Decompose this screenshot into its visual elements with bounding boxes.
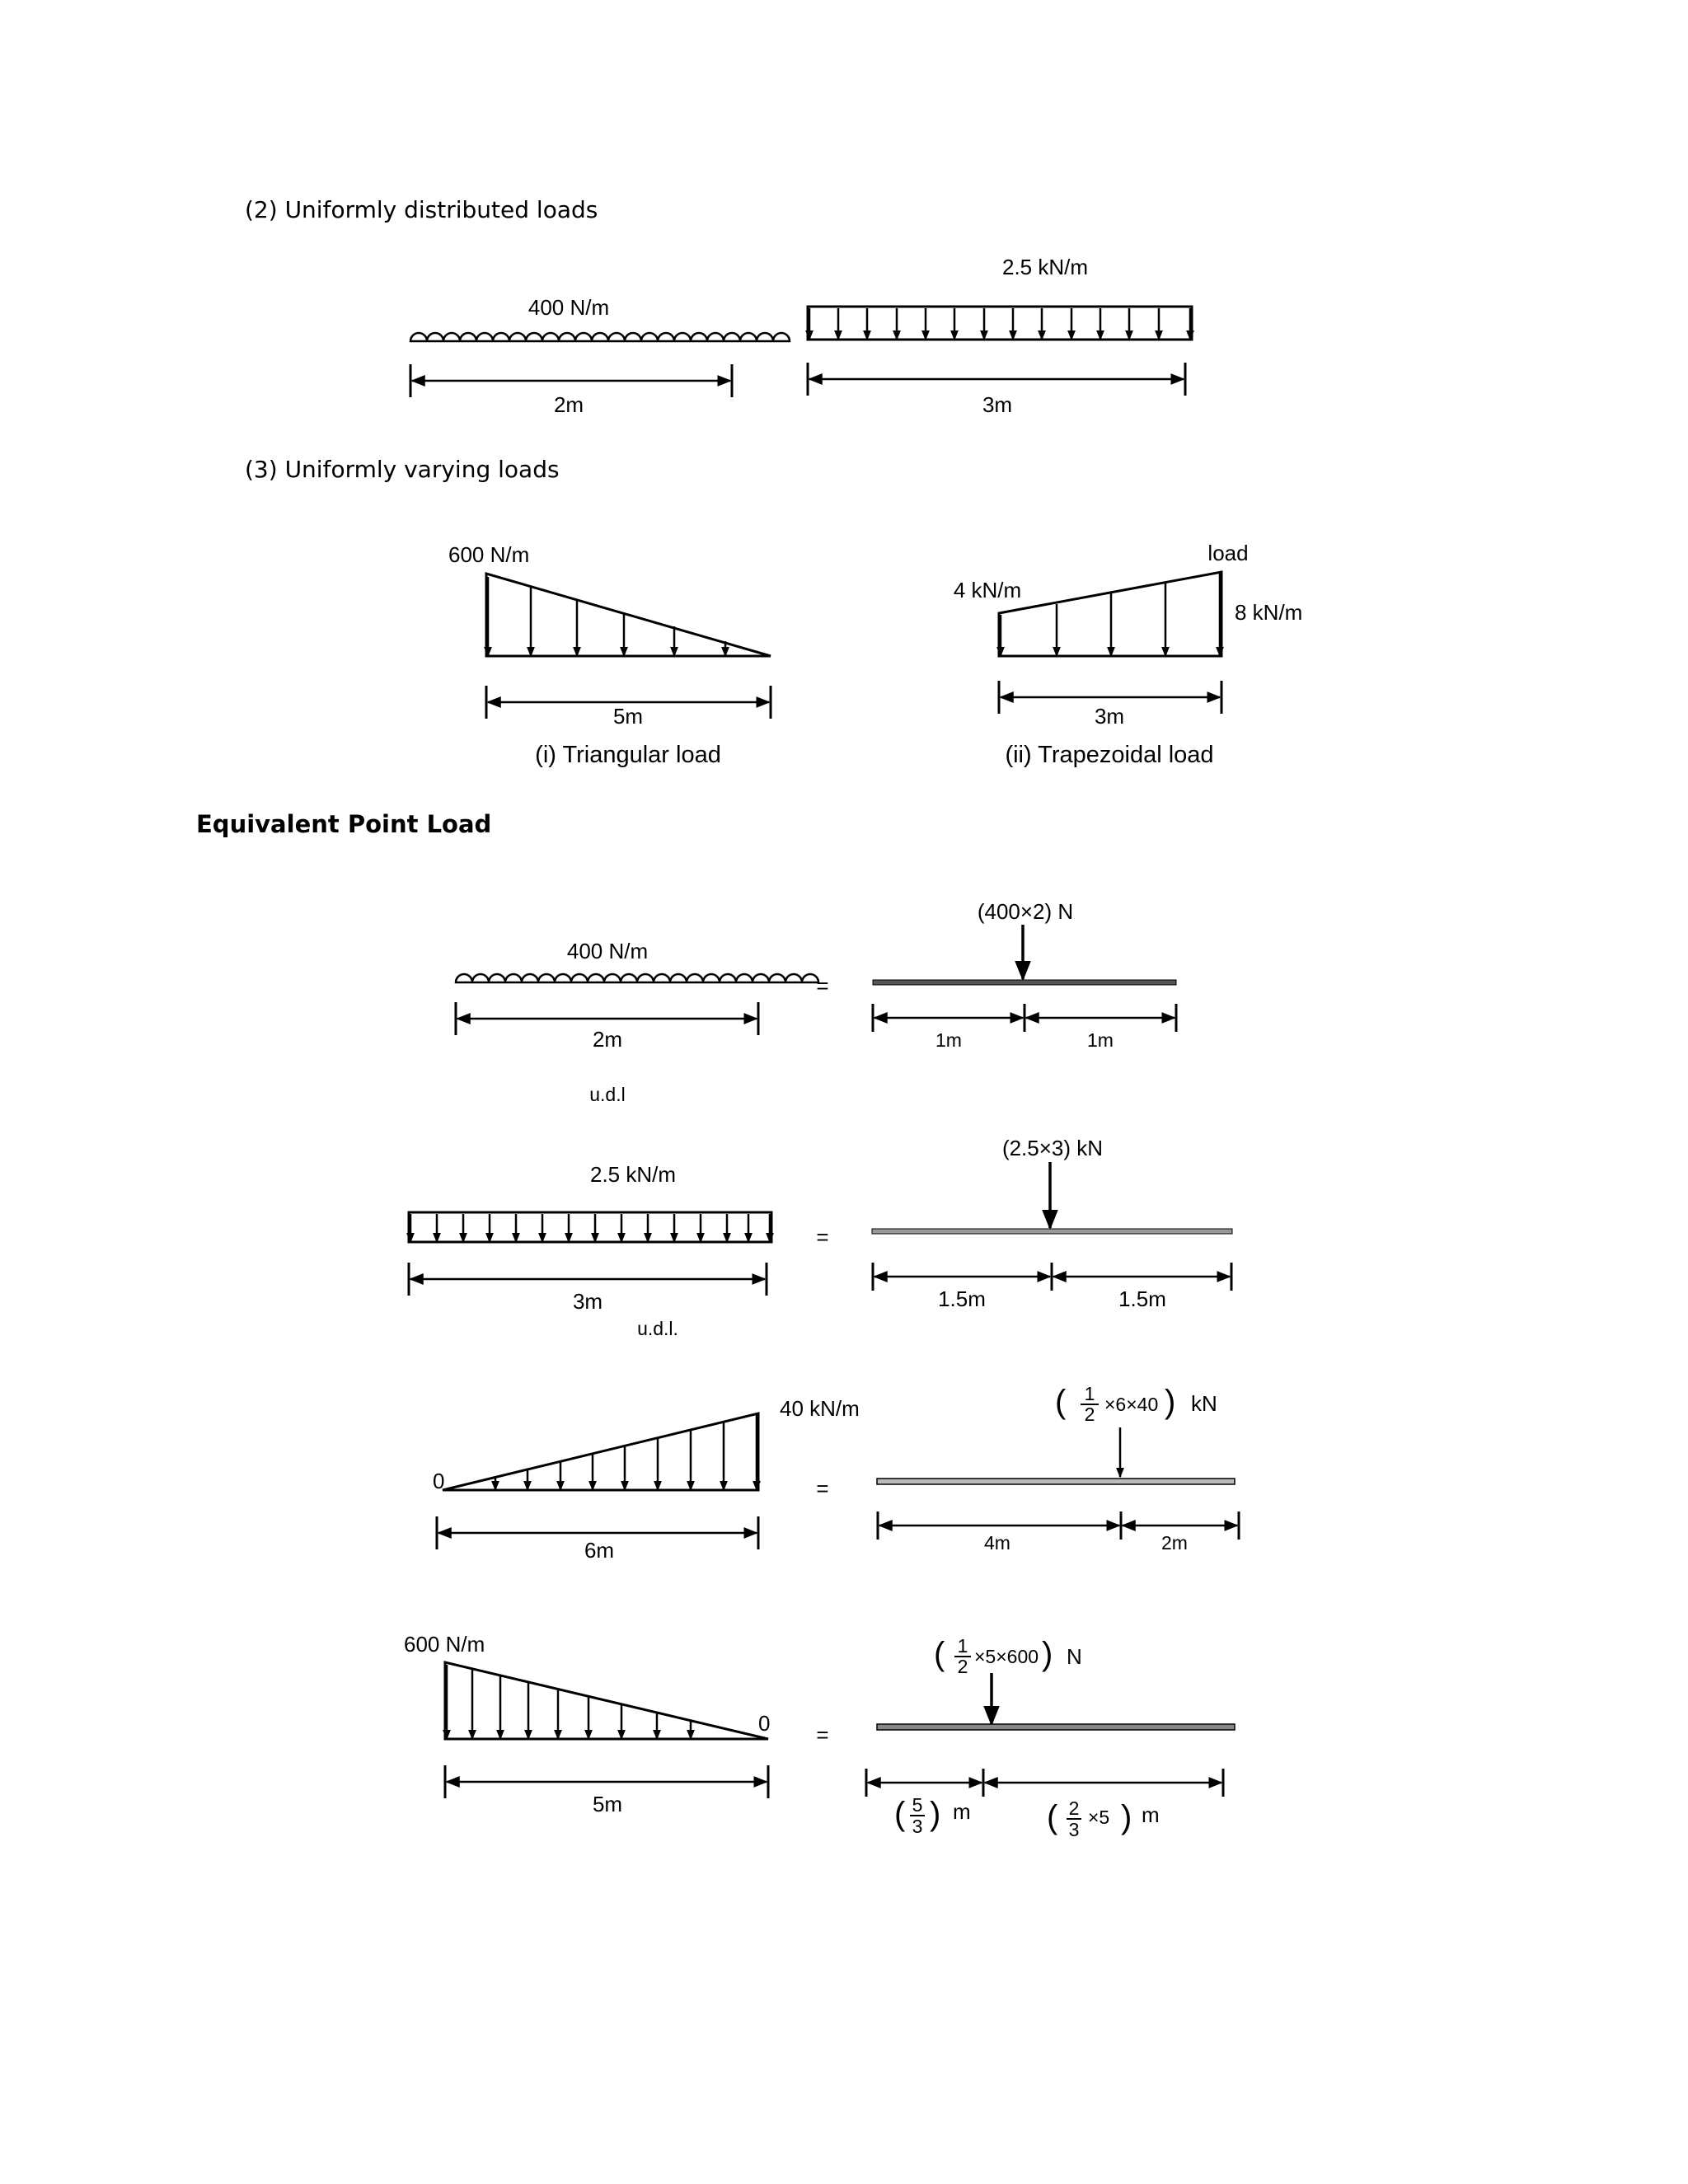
tri-load-label: 600 N/m [448,542,530,567]
eq2-load-label: 2.5 kN/m [589,1162,677,1187]
frac-denominator: 3 [1068,1819,1080,1840]
eq4-load-label: 600 N/m [404,1632,485,1657]
udl-span-label-left: 2m [553,392,584,417]
paren-open: ( [1055,1384,1067,1420]
eq3-span-label: 6m [584,1538,615,1563]
eq2-seg1-label: 1.5m [938,1286,986,1311]
equivalent-figure-4 [404,1632,1235,1840]
trapezoidal-load-figure [954,541,1303,768]
unit: kN [1191,1391,1217,1416]
trap-load-arrows [1001,574,1220,656]
equivalent-beam [877,1724,1235,1730]
eq1-seg1-label: 1m [935,1029,962,1051]
equivalent-figure-2 [409,1136,1232,1339]
unit: m [953,1799,971,1824]
udl-load-label-right: 2.5 kN/m [1001,255,1089,279]
expr-rest: ×6×40 [1104,1394,1159,1415]
equivalent-beam [877,1479,1235,1484]
paren-open: ( [934,1636,945,1672]
eq3-seg1-label: 4m [984,1532,1010,1554]
eq1-note: u.d.l [589,1084,626,1105]
eq4-seg2-label [1047,1797,1160,1840]
trap-caption: (ii) Trapezoidal load [1005,742,1214,768]
paren-close: ) [1121,1799,1132,1835]
paren-open: ( [1047,1799,1058,1835]
udl-load-box [808,307,1192,340]
triangular-load-shape [445,1662,771,1739]
eq1-load-label: 400 N/m [566,939,649,963]
frac-denominator: 3 [912,1816,923,1837]
eq3-zero-label: 0 [433,1469,445,1493]
unit: m [1142,1802,1160,1827]
triangular-load-shape [443,1413,758,1490]
eq1-seg2-label: 1m [1087,1029,1114,1051]
triangular-load-shape [486,574,771,656]
heading-uniformly-distributed-loads: (2) Uniformly distributed loads [245,196,598,223]
eq1-span-label: 2m [592,1027,623,1052]
trap-left-label: 4 kN/m [953,578,1022,602]
frac-numerator: 1 [957,1635,968,1657]
eq4-zero-label: 0 [758,1711,771,1736]
udl-figure-scalloped [410,295,790,417]
udl-load-arrows [809,308,1190,340]
triangular-load-figure [448,542,771,768]
equivalent-figure-3 [433,1383,1239,1563]
equals-sign: = [816,1476,829,1501]
heading-uniformly-varying-loads: (3) Uniformly varying loads [245,456,560,483]
tri-span-label: 5m [612,704,644,729]
equals-sign: = [816,973,829,998]
udl-span-label-right: 3m [982,392,1013,417]
eq3-seg2-label: 2m [1161,1532,1188,1554]
unit: N [1067,1644,1082,1669]
frac-numerator: 2 [1068,1797,1080,1819]
eq2-point-label: (2.5×3) kN [1001,1136,1104,1160]
frac-denominator: 2 [957,1656,968,1677]
udl-load-label-left: 400 N/m [528,295,610,320]
expr-rest: ×5 [1088,1807,1110,1828]
equivalent-beam [872,1229,1232,1234]
eq4-seg1-label [894,1794,971,1837]
tri-load-arrows [488,577,725,656]
equals-sign: = [816,1225,829,1249]
frac-numerator: 1 [1084,1383,1095,1404]
frac-denominator: 2 [1084,1404,1095,1425]
eq2-load-arrows [410,1214,770,1242]
eq2-span-label: 3m [572,1289,603,1314]
eq4-span-label: 5m [592,1792,623,1816]
eq2-seg2-label: 1.5m [1118,1286,1166,1311]
paren-open: ( [894,1796,906,1832]
paren-close: ) [1042,1636,1053,1672]
eq2-note: u.d.l. [637,1318,678,1339]
equivalent-beam [873,980,1176,985]
eq3-point-label [1055,1383,1217,1425]
eq3-load-arrows [495,1415,757,1490]
equals-sign: = [816,1722,829,1747]
trap-span-label: 3m [1094,704,1125,729]
trap-top-label: load [1207,541,1249,565]
udl-figure-arrows [808,255,1192,417]
frac-numerator: 5 [912,1794,923,1816]
eq4-point-label [934,1635,1082,1677]
tri-caption: (i) Triangular load [535,742,721,768]
paren-close: ) [930,1796,941,1832]
scallop-load-line [410,333,790,341]
paren-close: ) [1165,1384,1176,1420]
expr-rest: ×5×600 [974,1646,1039,1667]
equivalent-figure-1 [456,899,1176,1105]
heading-equivalent-point-load: Equivalent Point Load [196,810,492,838]
eq1-point-label: (400×2) N [977,899,1074,924]
eq3-load-label: 40 kN/m [780,1396,860,1421]
trap-right-label: 8 kN/m [1235,600,1303,625]
eq4-load-arrows [447,1665,691,1739]
scallop-load-line [456,974,818,982]
